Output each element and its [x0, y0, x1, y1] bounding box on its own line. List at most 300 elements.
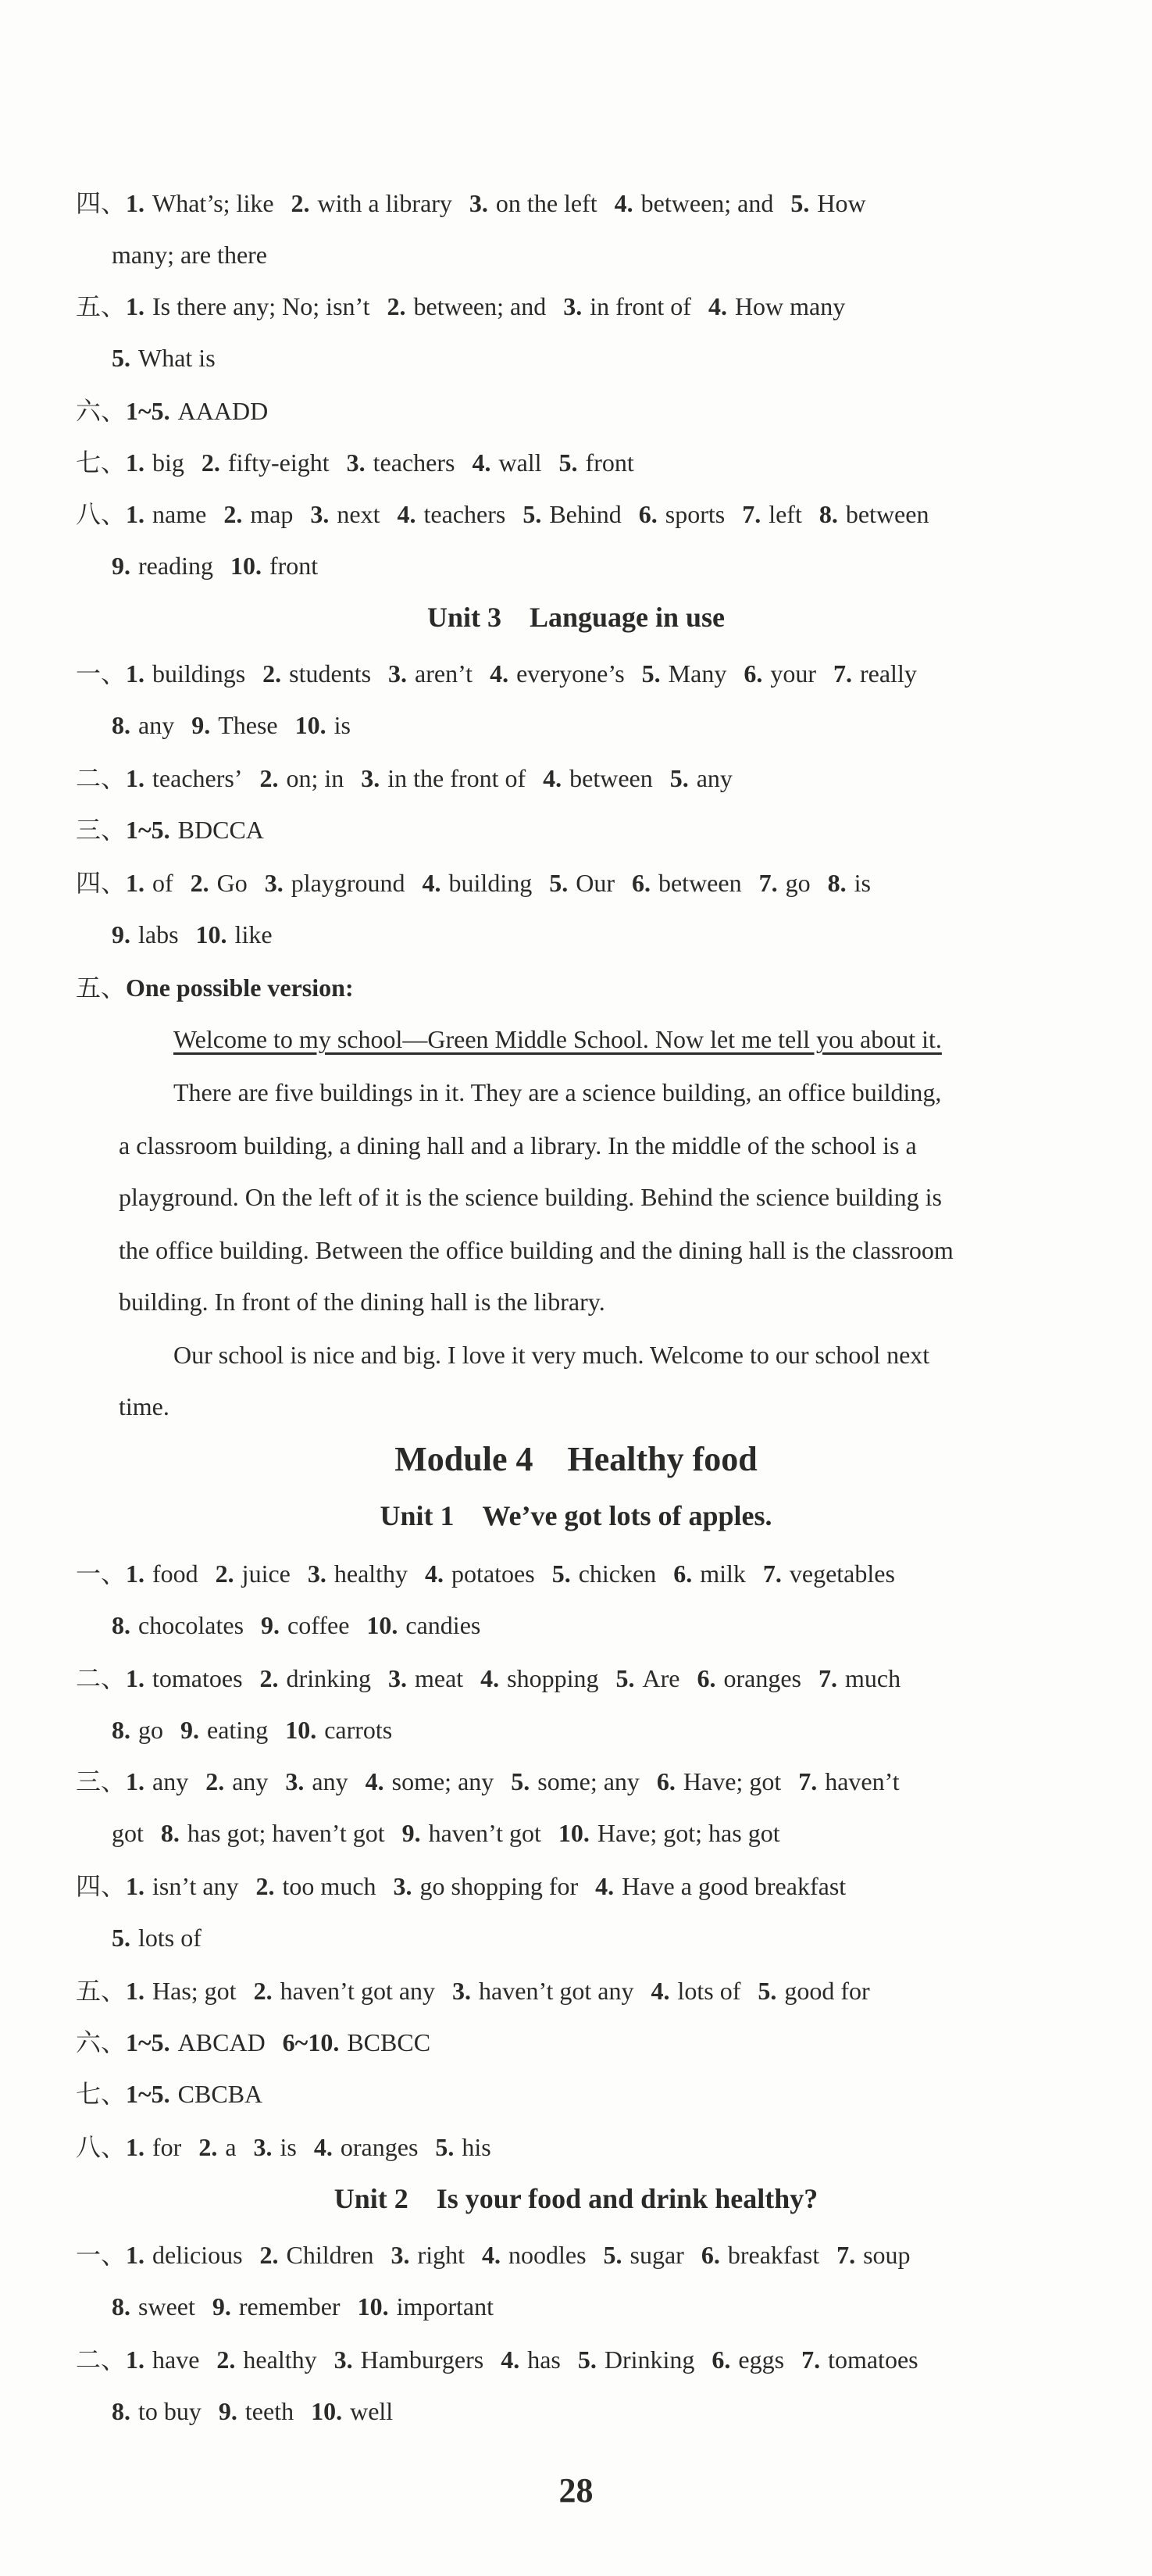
answer-item [763, 1560, 895, 1588]
answer-item [126, 292, 369, 320]
answer-number: 8. [827, 869, 847, 897]
answer-text: coffee [287, 1611, 350, 1639]
answer-number: 1. [126, 764, 145, 792]
answer-number: 8. [112, 711, 130, 739]
answer-text: have [152, 2346, 200, 2374]
answer-text: Has; got [152, 1977, 237, 2005]
answer-number: 8. [112, 2397, 130, 2425]
answer-text: aren’t [415, 659, 473, 688]
answer-number: 3. [285, 1767, 305, 1795]
answer-number: 6. [631, 869, 651, 897]
answer-text: in front of [590, 292, 691, 320]
answer-number: 9. [218, 2397, 237, 2425]
answer-text: his [462, 2133, 491, 2161]
answer-item [549, 869, 615, 897]
answer-number: 6. [744, 659, 763, 688]
answer-text: has [527, 2346, 561, 2374]
answer-number: 10. [357, 2292, 389, 2321]
answer-item [191, 869, 248, 897]
answer-number: 2. [223, 500, 243, 528]
answer-text: well [350, 2397, 394, 2425]
answer-item [394, 1872, 579, 1900]
answer-number: 8. [819, 500, 838, 528]
answer-item [836, 2241, 910, 2269]
answer-text: is [333, 711, 351, 739]
answer-text: any [152, 1767, 189, 1795]
answer-number: 10. [285, 1716, 317, 1744]
answer-number: 5. [112, 1924, 130, 1952]
answer-item [744, 659, 816, 688]
answer-item [112, 1924, 202, 1952]
answer-item [801, 2346, 918, 2374]
question-row [76, 2131, 508, 2163]
answer-item [482, 2241, 587, 2269]
answer-text: wall [498, 448, 542, 477]
question-row [76, 2078, 280, 2110]
answer-text: between [569, 764, 653, 792]
answer-text: go [138, 1716, 163, 1744]
answer-number: 7. [742, 500, 761, 528]
answer-item [112, 1819, 144, 1847]
answer-number: 10. [294, 711, 326, 739]
question-row-continued [112, 709, 368, 741]
answer-text: everyone’s [516, 659, 625, 688]
answer-number: 9. [212, 2292, 231, 2321]
answer-item [398, 500, 506, 528]
answer-item [256, 1872, 376, 1900]
answer-text: oranges [340, 2133, 419, 2161]
answer-item [126, 2080, 262, 2108]
answer-item [480, 1664, 598, 1692]
answer-text: soup [863, 2241, 911, 2269]
answer-text: delicious [152, 2241, 243, 2269]
answer-text: lots of [677, 1977, 741, 2005]
answer-number: 2. [255, 1872, 275, 1900]
answer-text: haven’t got [428, 1819, 541, 1847]
answer-item [523, 500, 621, 528]
answer-item [358, 2292, 494, 2321]
question-row-continued [112, 1922, 219, 1953]
answer-number: 9. [191, 711, 211, 739]
essay-line: time. [119, 1392, 169, 1420]
question-row-continued [112, 342, 233, 373]
answer-number: 5. [558, 448, 578, 477]
answer-item [639, 500, 725, 528]
answer-item [511, 1767, 640, 1795]
answer-number: 10. [195, 920, 227, 949]
section-number: 二、 [76, 764, 127, 792]
answer-text: What’s; like [152, 189, 274, 217]
answer-item [260, 1664, 371, 1692]
answer-item [616, 1664, 680, 1692]
section-number: 二、 [76, 1664, 127, 1692]
answer-number: 3. [346, 448, 366, 477]
question-row [76, 188, 883, 219]
answer-number: 1~5. [126, 2080, 170, 2108]
answer-text: tomatoes [152, 1664, 243, 1692]
answer-number: 9. [112, 552, 130, 580]
answer-item [361, 764, 526, 792]
answer-text: on the left [495, 189, 597, 217]
answer-item [283, 2028, 430, 2056]
answer-item [126, 816, 264, 844]
answer-item [366, 1767, 494, 1795]
answer-number: 2. [205, 1767, 225, 1795]
answer-text: is [854, 869, 871, 897]
answer-number: 7. [798, 1767, 818, 1795]
answer-number: 3. [387, 1664, 407, 1692]
section-number: 三、 [76, 1767, 127, 1795]
answer-text: breakfast [727, 2241, 820, 2269]
section-number: 一、 [76, 659, 127, 688]
answer-item [191, 711, 277, 739]
essay-label: One possible version: [126, 974, 354, 1002]
answer-item [833, 659, 917, 688]
answer-number: 7. [762, 1560, 782, 1588]
answer-item [126, 1872, 239, 1900]
answer-item [265, 869, 405, 897]
answer-number: 9. [401, 1819, 421, 1847]
question-row [76, 1766, 917, 1797]
answer-number: 6. [638, 500, 658, 528]
question-row [76, 1975, 887, 2006]
answer-text: your [770, 659, 816, 688]
question-row-continued [112, 1714, 409, 1745]
answer-text: teachers [423, 500, 506, 528]
answer-text: carrots [324, 1716, 393, 1744]
answer-text: any [138, 711, 175, 739]
answer-item [642, 659, 727, 688]
answer-item [391, 2241, 465, 2269]
answer-text: potatoes [451, 1560, 535, 1588]
answer-text: BDCCA [177, 816, 264, 844]
answer-text: of [152, 869, 173, 897]
answer-item [161, 1819, 385, 1847]
answer-number: 4. [651, 1977, 670, 2005]
section-number: 六、 [76, 397, 127, 425]
answer-text: front [269, 552, 319, 580]
answer-text: meat [414, 1664, 464, 1692]
answer-item [347, 448, 455, 477]
answer-text: Have; got [683, 1767, 782, 1795]
answer-item [697, 1664, 801, 1692]
answer-item [126, 2133, 181, 2161]
answer-number: 1. [126, 189, 145, 217]
answer-text: BCBCC [347, 2028, 431, 2056]
answer-item [295, 711, 351, 739]
module-heading: Module 4 Healthy food [394, 1440, 758, 1478]
answer-number: 1. [126, 1872, 145, 1900]
answer-text: go shopping for [419, 1872, 579, 1900]
answer-number: 10. [311, 2397, 343, 2425]
answer-item [712, 2346, 784, 2374]
answer-text: Behind [549, 500, 622, 528]
answer-item [798, 1767, 899, 1795]
question-row [76, 447, 651, 478]
section-number: 二、 [76, 2346, 127, 2374]
answer-text: vegetables [789, 1560, 895, 1588]
answer-number: 6~10. [282, 2028, 340, 2056]
answer-item [205, 1767, 268, 1795]
answer-number: 1. [126, 1664, 145, 1692]
answer-text: reading [138, 552, 213, 580]
answer-text: in the front of [387, 764, 526, 792]
answer-number: 3. [388, 659, 408, 688]
essay-line: Welcome to my school—Green Middle School. Now let me tell you about it. [173, 1025, 942, 1053]
answer-number: 7. [833, 659, 852, 688]
answer-number: 2. [262, 659, 282, 688]
answer-number: 3. [333, 2346, 353, 2374]
answer-number: 2. [190, 869, 209, 897]
section-number: 四、 [76, 189, 127, 217]
answer-number: 2. [259, 2241, 279, 2269]
answer-number: 10. [230, 552, 262, 580]
answer-item [285, 1767, 348, 1795]
answer-text: name [152, 500, 207, 528]
section-number: 一、 [76, 2241, 127, 2269]
answer-number: 3. [264, 869, 284, 897]
answer-text: between [658, 869, 742, 897]
answer-number: 3. [452, 1977, 472, 2005]
answer-item [423, 869, 533, 897]
answer-text: between; and [640, 189, 774, 217]
answer-item [708, 292, 845, 320]
unit-heading: Unit 1 We’ve got lots of apples. [380, 1500, 772, 1531]
answer-number: 5. [790, 189, 810, 217]
answer-text: left [769, 500, 802, 528]
answer-text: has got; haven’t got [187, 1819, 385, 1847]
answer-text: ABCAD [177, 2028, 266, 2056]
answer-text: lots of [138, 1924, 202, 1952]
answer-number: 4. [397, 500, 416, 528]
answer-item [126, 764, 242, 792]
answer-text: food [152, 1560, 198, 1588]
answer-item [425, 1560, 535, 1588]
answer-text: good for [784, 1977, 870, 2005]
answer-text: haven’t got any [280, 1977, 436, 2005]
answer-number: 2. [387, 292, 406, 320]
answer-item [126, 2241, 243, 2269]
answer-number: 1~5. [126, 397, 170, 425]
answer-item [311, 2397, 393, 2425]
answer-number: 4. [543, 764, 562, 792]
answer-number: 4. [480, 1664, 500, 1692]
answer-number: 2. [291, 189, 310, 217]
section-number: 四、 [76, 1872, 127, 1900]
question-row [76, 2344, 936, 2375]
question-row [76, 972, 354, 1003]
section-number: 五、 [76, 1977, 127, 2005]
answer-item [259, 764, 344, 792]
answer-number: 5. [669, 764, 689, 792]
answer-text: chocolates [138, 1611, 244, 1639]
question-row [76, 867, 888, 899]
question-row-continued [112, 919, 290, 950]
answer-text: eating [207, 1716, 269, 1744]
answer-number: 6. [673, 1560, 693, 1588]
answer-text: on; in [286, 764, 344, 792]
answer-item [112, 2397, 202, 2425]
answer-number: 10. [366, 1611, 398, 1639]
answer-text: juice [241, 1560, 291, 1588]
section-number: 四、 [76, 869, 127, 897]
answer-number: 8. [112, 2292, 130, 2321]
answer-item [216, 2346, 316, 2374]
answer-number: 3. [361, 764, 380, 792]
question-row [76, 763, 750, 794]
answer-item [314, 2133, 419, 2161]
answer-text: How many [734, 292, 846, 320]
answer-item [126, 659, 245, 688]
answer-number: 4. [365, 1767, 384, 1795]
answer-text: Our [576, 869, 615, 897]
answer-item [112, 1611, 244, 1639]
answer-text: eggs [738, 2346, 785, 2374]
answer-number: 2. [198, 2133, 218, 2161]
answer-item [670, 764, 733, 792]
answer-number: 9. [180, 1716, 199, 1744]
answer-number: 1. [126, 2241, 145, 2269]
answer-number: 1. [126, 2346, 145, 2374]
answer-item [112, 1716, 163, 1744]
unit-heading: Unit 3 Language in use [426, 602, 726, 633]
essay-line: a classroom building, a dining hall and a library. In the middle of the school is a [119, 1131, 917, 1159]
answer-text: many; are there [112, 241, 267, 269]
answer-text: right [417, 2241, 465, 2269]
answer-item [402, 1819, 541, 1847]
answer-item [126, 397, 268, 425]
answer-text: AAADD [177, 397, 269, 425]
answer-item [262, 659, 371, 688]
answer-item [112, 552, 213, 580]
question-row [76, 1870, 863, 1902]
answer-number: 7. [819, 1664, 837, 1692]
answer-number: 1. [126, 1560, 145, 1588]
answer-number: 9. [261, 1611, 280, 1639]
answer-text: a [225, 2133, 237, 2161]
answer-number: 7. [836, 2241, 856, 2269]
answer-text: candies [405, 1611, 481, 1639]
answer-number: 5. [615, 1664, 635, 1692]
answer-text: any [696, 764, 733, 792]
answer-text: next [337, 500, 380, 528]
answer-item [126, 1977, 237, 2005]
answer-text: any [232, 1767, 269, 1795]
answer-text: between [845, 500, 929, 528]
answer-number: 2. [253, 1977, 273, 2005]
answer-item [595, 1872, 846, 1900]
answer-text: CBCBA [177, 2080, 263, 2108]
answer-item [216, 1560, 291, 1588]
answer-number: 2. [201, 448, 220, 477]
answer-number: 3. [563, 292, 583, 320]
answer-text: between; and [413, 292, 547, 320]
answer-item [469, 189, 597, 217]
answer-number: 4. [708, 292, 727, 320]
answer-item [112, 344, 216, 372]
answer-item [334, 2346, 484, 2374]
answer-text: for [152, 2133, 182, 2161]
answer-text: buildings [152, 659, 246, 688]
question-row [76, 1558, 912, 1589]
answer-text: Hamburgers [360, 2346, 484, 2374]
answer-text: fifty-eight [227, 448, 330, 477]
answer-number: 5. [523, 500, 542, 528]
answer-item [388, 659, 473, 688]
answer-item [563, 292, 691, 320]
section-number: 三、 [76, 816, 127, 844]
answer-text: noodles [508, 2241, 587, 2269]
answer-item [260, 2241, 374, 2269]
answer-number: 10. [558, 1819, 590, 1847]
answer-text: What is [138, 344, 216, 372]
answer-item [819, 1664, 901, 1692]
answer-item [291, 189, 452, 217]
answer-number: 4. [481, 2241, 501, 2269]
question-row [76, 498, 946, 530]
answer-text: These [218, 711, 278, 739]
answer-text: oranges [723, 1664, 801, 1692]
answer-item [112, 241, 267, 269]
answer-number: 2. [259, 1664, 279, 1692]
question-row [76, 2027, 448, 2058]
answer-number: 3. [391, 2241, 410, 2269]
answer-item [261, 1611, 349, 1639]
answer-text: healthy [243, 2346, 317, 2374]
answer-number: 6. [656, 1767, 676, 1795]
answer-text: shopping [507, 1664, 599, 1692]
answer-item [285, 1716, 392, 1744]
answer-text: sweet [138, 2292, 195, 2321]
answer-item [126, 1560, 198, 1588]
answer-text: isn’t any [152, 1872, 239, 1900]
answer-number: 2. [215, 1560, 234, 1588]
answer-number: 5. [641, 659, 661, 688]
question-row [76, 658, 934, 689]
answer-item [828, 869, 871, 897]
essay-line: There are five buildings in it. They are a science building, an office building, [173, 1078, 942, 1106]
answer-text: map [250, 500, 294, 528]
answer-number: 8. [112, 1611, 130, 1639]
answer-text: labs [138, 920, 179, 949]
answer-item [388, 1664, 463, 1692]
answer-text: Go [216, 869, 248, 897]
answer-text: with a library [317, 189, 452, 217]
answer-item [742, 500, 802, 528]
answer-text: drinking [286, 1664, 371, 1692]
question-row-continued [112, 2291, 511, 2322]
answer-text: is [280, 2133, 297, 2161]
essay-line: Our school is nice and big. I love it very much. Welcome to our school next [173, 1341, 930, 1369]
answer-number: 5. [511, 1767, 530, 1795]
answer-number: 5. [758, 1977, 777, 2005]
answer-item [310, 500, 380, 528]
answer-number: 5. [603, 2241, 622, 2269]
essay-line: the office building. Between the office building and the dining hall is the classroom [119, 1236, 954, 1264]
answer-item [435, 2133, 490, 2161]
answer-item [198, 2133, 236, 2161]
answer-text: Children [286, 2241, 374, 2269]
answer-text: building [448, 869, 533, 897]
answer-number: 9. [112, 920, 130, 949]
answer-text: Have a good breakfast [622, 1872, 847, 1900]
answer-text: Drinking [604, 2346, 695, 2374]
answer-number: 1~5. [126, 816, 170, 844]
answer-number: 4. [595, 1872, 615, 1900]
answer-item [126, 869, 173, 897]
answer-text: teachers’ [152, 764, 243, 792]
answer-number: 1. [126, 659, 145, 688]
